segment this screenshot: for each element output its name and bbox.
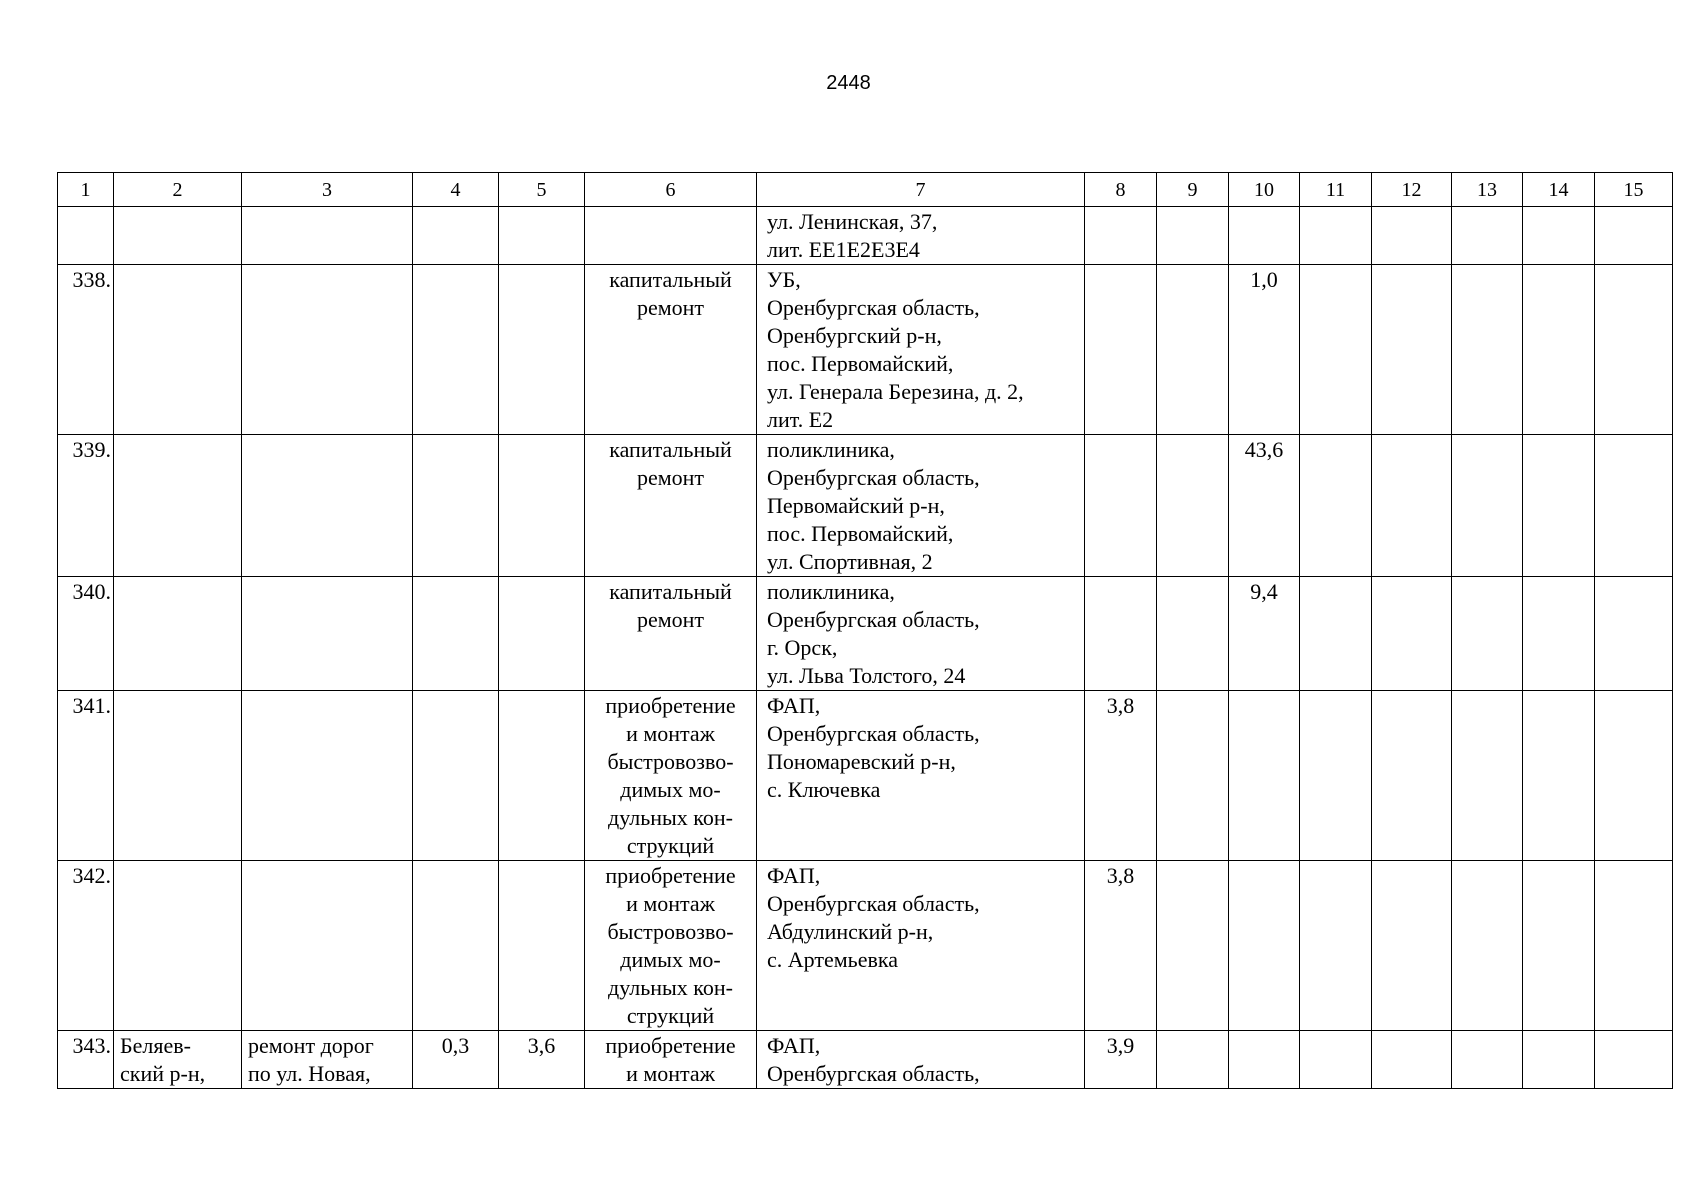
column-14-cell [1523,435,1595,577]
object-address-cell [757,435,1085,577]
column-11-cell [1300,1031,1372,1089]
column-header-row [58,173,1673,207]
cell-line: Оренбургская область, [767,721,980,746]
column-8-cell [1085,207,1157,265]
cell-line: ФАП, [767,693,821,718]
cell-line: ФАП, [767,1033,821,1058]
cell-line: Первомайский р-н, [767,493,945,518]
column-10-cell: 43,6 [1229,435,1300,577]
district-cell [114,435,242,577]
column-13-cell [1452,691,1523,861]
row-number-cell: 342. [58,861,114,1031]
page-number: 2448 [826,72,871,94]
cell-line: Оренбургская область, [767,891,980,916]
column-10-cell: 9,4 [1229,577,1300,691]
cell-line: Пономаревский р-н, [767,749,956,774]
column-header: 14 [1523,173,1595,207]
district-cell [114,207,242,265]
column-8-cell [1085,577,1157,691]
cell-line: по ул. Новая, [248,1061,371,1086]
column-15-cell [1595,861,1673,1031]
column-header: 10 [1229,173,1300,207]
column-header: 6 [585,173,757,207]
road-work-cell [242,691,413,861]
district-cell [114,1031,242,1089]
column-15-cell [1595,265,1673,435]
work-type-cell [585,577,757,691]
column-11-cell [1300,265,1372,435]
row-number-cell: 339. [58,435,114,577]
column-8-cell: 3,8 [1085,691,1157,861]
column-4-cell: 0,3 [413,1031,499,1089]
cell-line: быстровозво- [607,749,734,774]
work-type-cell [585,1031,757,1089]
cell-line: капитальный [609,267,732,292]
column-12-cell [1372,577,1452,691]
column-9-cell [1157,691,1229,861]
cell-line: ремонт [636,465,705,490]
cell-line: струкций [626,833,715,858]
table-row [58,265,1673,435]
row-number-cell: 338. [58,265,114,435]
cell-line: и монтаж [626,891,715,916]
work-type-cell [585,691,757,861]
cell-line: приобретение [605,1033,736,1058]
cell-line: ул. Спортивная, 2 [767,549,933,574]
column-4-cell [413,691,499,861]
column-header: 11 [1300,173,1372,207]
work-type-cell [585,265,757,435]
column-4-cell [413,861,499,1031]
column-header: 5 [499,173,585,207]
road-work-cell [242,207,413,265]
road-work-cell [242,1031,413,1089]
column-12-cell [1372,691,1452,861]
column-10-cell [1229,1031,1300,1089]
cell-line: лит. Е2 [767,407,834,432]
cell-line: Оренбургский р-н, [767,323,942,348]
road-work-cell [242,861,413,1031]
column-5-cell [499,207,585,265]
column-14-cell [1523,1031,1595,1089]
column-9-cell [1157,207,1229,265]
column-9-cell [1157,861,1229,1031]
column-11-cell [1300,207,1372,265]
table-row [58,861,1673,1031]
cell-line: дульных кон- [608,805,733,830]
column-12-cell [1372,861,1452,1031]
column-13-cell [1452,435,1523,577]
column-5-cell [499,435,585,577]
column-8-cell [1085,265,1157,435]
column-12-cell [1372,435,1452,577]
cell-line: капитальный [609,437,732,462]
column-8-cell: 3,8 [1085,861,1157,1031]
cell-line: ФАП, [767,863,821,888]
column-9-cell [1157,1031,1229,1089]
column-4-cell [413,207,499,265]
column-14-cell [1523,861,1595,1031]
cell-line: быстровозво- [607,919,734,944]
column-14-cell [1523,691,1595,861]
column-header: 12 [1372,173,1452,207]
cell-line: Абдулинский р-н, [767,919,934,944]
column-11-cell [1300,577,1372,691]
column-header: 2 [114,173,242,207]
column-13-cell [1452,861,1523,1031]
cell-line: ремонт [636,607,705,632]
cell-line: поликлиника, [767,437,895,462]
column-13-cell [1452,577,1523,691]
table-row [58,207,1673,265]
road-work-cell [242,265,413,435]
row-number-cell: 341. [58,691,114,861]
cell-line: УБ, [767,267,801,292]
column-header: 1 [58,173,114,207]
column-header: 13 [1452,173,1523,207]
cell-line: ул. Ленинская, 37, [767,209,938,234]
cell-line: с. Артемьевка [767,947,898,972]
cell-line: ул. Льва Толстого, 24 [767,663,966,688]
district-cell [114,691,242,861]
cell-line: приобретение [605,693,736,718]
work-type-cell [585,861,757,1031]
object-address-cell [757,207,1085,265]
column-11-cell [1300,691,1372,861]
column-5-cell [499,691,585,861]
column-5-cell [499,861,585,1031]
cell-line: приобретение [605,863,736,888]
road-work-cell [242,577,413,691]
column-10-cell: 1,0 [1229,265,1300,435]
cell-line: с. Ключевка [767,777,881,802]
column-13-cell [1452,1031,1523,1089]
cell-line: поликлиника, [767,579,895,604]
column-9-cell [1157,265,1229,435]
column-14-cell [1523,577,1595,691]
cell-line: Оренбургская область, [767,607,980,632]
column-4-cell [413,577,499,691]
cell-line: Оренбургская область, [767,465,980,490]
road-work-cell [242,435,413,577]
table-row [58,435,1673,577]
table-row [58,1031,1673,1089]
column-8-cell [1085,435,1157,577]
object-address-cell [757,1031,1085,1089]
column-9-cell [1157,577,1229,691]
cell-line: пос. Первомайский, [767,521,954,546]
column-15-cell [1595,207,1673,265]
cell-line: дульных кон- [608,975,733,1000]
column-14-cell [1523,265,1595,435]
column-15-cell [1595,691,1673,861]
cell-line: Оренбургская область, [767,1061,980,1086]
cell-line: и монтаж [626,721,715,746]
table-row [58,691,1673,861]
column-4-cell [413,435,499,577]
column-12-cell [1372,1031,1452,1089]
cell-line: и монтаж [626,1061,715,1086]
column-8-cell: 3,9 [1085,1031,1157,1089]
column-header: 8 [1085,173,1157,207]
column-15-cell [1595,577,1673,691]
column-12-cell [1372,265,1452,435]
column-12-cell [1372,207,1452,265]
cell-line: ремонт [636,295,705,320]
table-row [58,577,1673,691]
column-10-cell [1229,207,1300,265]
cell-line: ул. Генерала Березина, д. 2, [767,379,1024,404]
column-13-cell [1452,265,1523,435]
column-13-cell [1452,207,1523,265]
column-10-cell [1229,861,1300,1031]
column-9-cell [1157,435,1229,577]
district-cell [114,577,242,691]
cell-line: лит. ЕЕ1Е2Е3Е4 [767,237,920,262]
column-header: 3 [242,173,413,207]
cell-line: ский р-н, [120,1061,206,1086]
cell-line: пос. Первомайский, [767,351,954,376]
column-11-cell [1300,435,1372,577]
column-10-cell [1229,691,1300,861]
column-5-cell [499,265,585,435]
object-address-cell [757,691,1085,861]
row-number-cell: 340. [58,577,114,691]
object-address-cell [757,861,1085,1031]
column-15-cell [1595,435,1673,577]
column-5-cell: 3,6 [499,1031,585,1089]
column-header: 7 [757,173,1085,207]
data-table [57,172,1673,1089]
cell-line: струкций [626,1003,715,1028]
column-header: 15 [1595,173,1673,207]
district-cell [114,861,242,1031]
district-cell [114,265,242,435]
column-header: 9 [1157,173,1229,207]
cell-line: капитальный [609,579,732,604]
cell-line: Беляев- [120,1033,191,1058]
cell-line: димых мо- [620,777,721,802]
column-header: 4 [413,173,499,207]
cell-line: г. Орск, [767,635,838,660]
column-14-cell [1523,207,1595,265]
work-type-cell [585,207,757,265]
cell-line: Оренбургская область, [767,295,980,320]
column-11-cell [1300,861,1372,1031]
column-4-cell [413,265,499,435]
work-type-cell [585,435,757,577]
row-number-cell [58,207,114,265]
cell-line: ремонт дорог [248,1033,374,1058]
cell-line: димых мо- [620,947,721,972]
object-address-cell [757,265,1085,435]
column-5-cell [499,577,585,691]
column-15-cell [1595,1031,1673,1089]
object-address-cell [757,577,1085,691]
row-number-cell: 343. [58,1031,114,1089]
